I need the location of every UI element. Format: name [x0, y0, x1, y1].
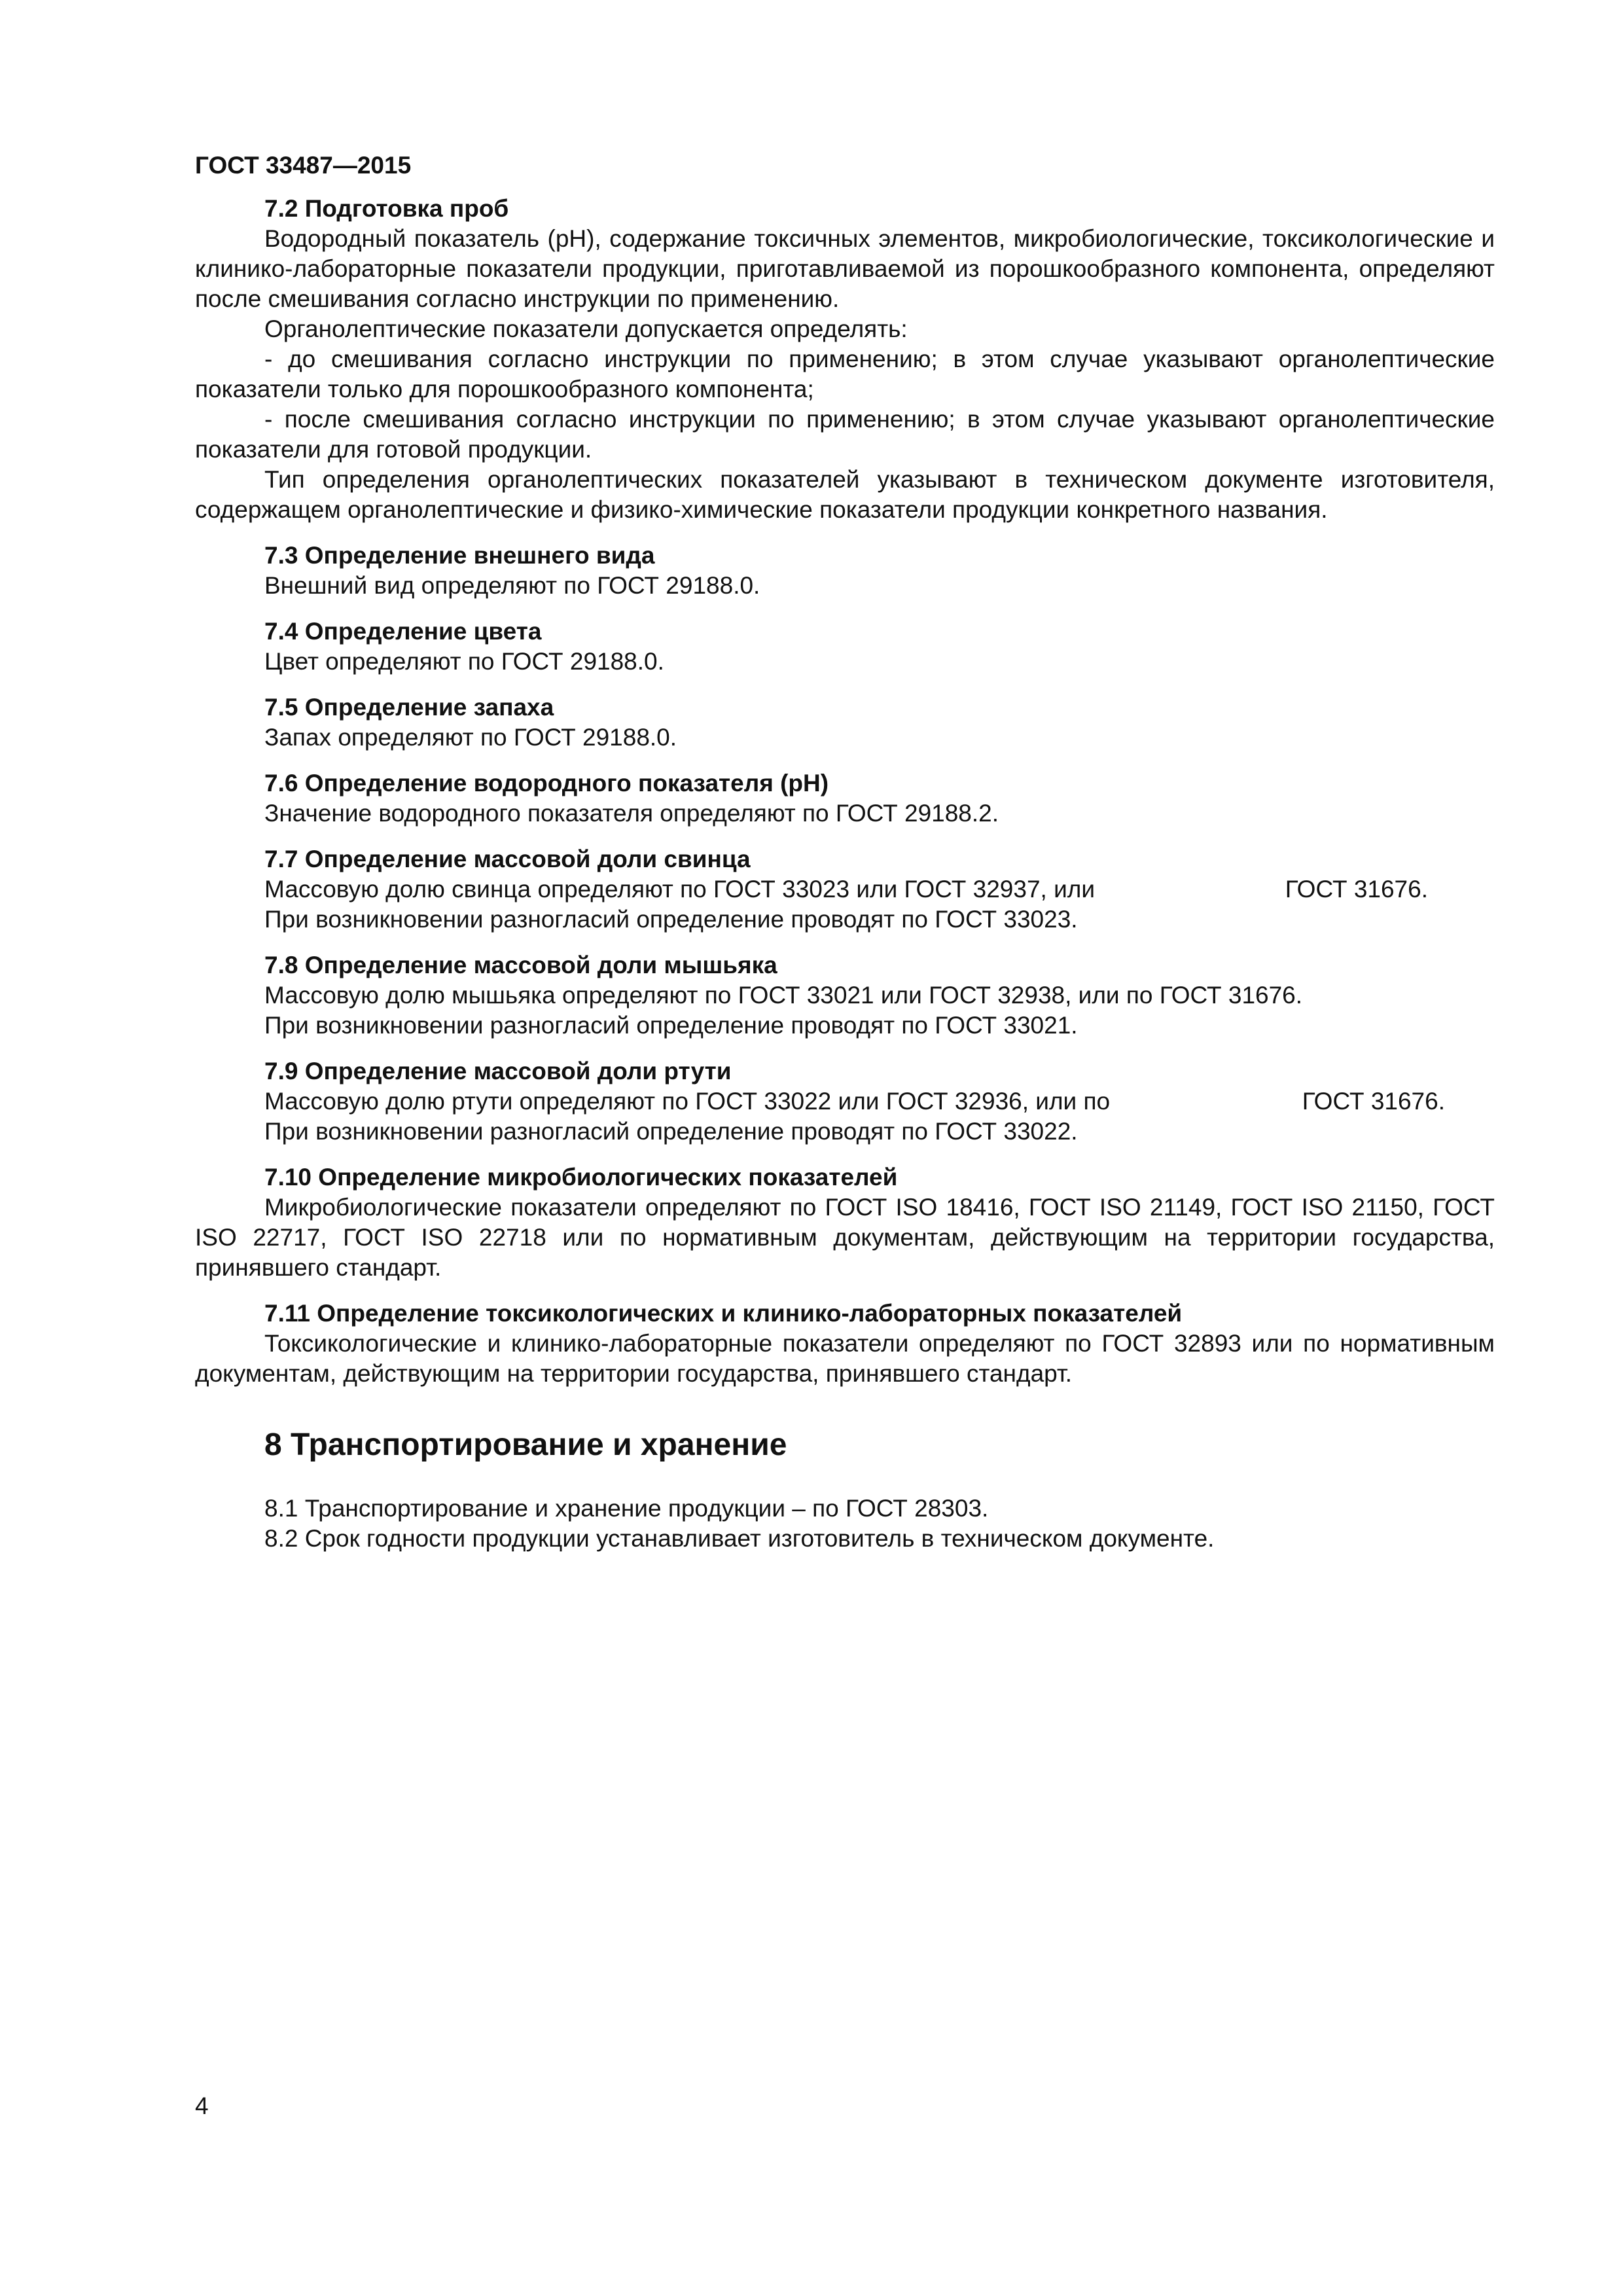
section-heading: 7.8 Определение массовой доли мышьяка — [264, 952, 777, 978]
section-heading: 7.11 Определение токсикологических и клинико-лабораторных показателей — [264, 1300, 1183, 1327]
paragraph: При возникновении разногласий определение проводят по ГОСТ 33023. — [264, 906, 1078, 933]
section-heading: 7.10 Определение микробиологических показателей — [264, 1164, 898, 1191]
section-7-8 — [195, 950, 1495, 1041]
paragraph: 8.1 Транспортирование и хранение продукции – по ГОСТ 28303. — [264, 1495, 989, 1522]
section-7-9 — [195, 1056, 1495, 1147]
tabbed-line — [195, 1086, 1495, 1117]
section-heading: 7.4 Определение цвета — [264, 618, 542, 645]
paragraph: Микробиологические показатели определяют по ГОСТ ISO 18416, ГОСТ ISO 21149, ГОСТ ISO 21150, ГОСТ ISO 22717, ГОСТ ISO 22718 или по нормативным документам, действующим на территории государства, принявшего стандарт. — [195, 1194, 1495, 1281]
paragraph: Значение водородного показателя определяют по ГОСТ 29188.2. — [264, 800, 999, 827]
list-item: - до смешивания согласно инструкции по применению; в этом случае указывают органолептические показатели только для порошкообразного компонента; — [195, 346, 1495, 403]
section-7-11 — [195, 1299, 1495, 1389]
paragraph: Запах определяют по ГОСТ 29188.0. — [264, 724, 677, 751]
section-7-3 — [195, 541, 1495, 601]
section-heading: 7.7 Определение массовой доли свинца — [264, 846, 751, 872]
section-heading: 7.3 Определение внешнего вида — [264, 542, 655, 569]
line-tail: ГОСТ 31676. — [1285, 876, 1428, 903]
paragraph: Массовую долю мышьяка определяют по ГОСТ 33021 или ГОСТ 32938, или по ГОСТ 31676. — [264, 982, 1303, 1009]
tabbed-line — [195, 874, 1495, 905]
line-text: Массовую долю свинца определяют по ГОСТ 33023 или ГОСТ 32937, или — [264, 876, 1096, 903]
section-7-4 — [195, 617, 1495, 677]
section-7-10 — [195, 1162, 1495, 1283]
section-heading: 7.5 Определение запаха — [264, 694, 554, 721]
line-text: Массовую долю ртути определяют по ГОСТ 33022 или ГОСТ 32936, или по — [264, 1088, 1111, 1115]
section-heading: 7.6 Определение водородного показателя (рН) — [264, 770, 829, 797]
paragraph: Водородный показатель (рН), содержание токсичных элементов, микробиологические, токсикологические и клинико-лабораторные показатели продукции, приготавливаемой из порошкообразного компонента, определяют после смешивания согласно инструкции по применению. — [195, 225, 1495, 312]
line-tail: ГОСТ 31676. — [1302, 1088, 1445, 1115]
list-item: - после смешивания согласно инструкции по применению; в этом случае указывают органолептические показатели для готовой продукции. — [195, 406, 1495, 463]
paragraph: 8.2 Срок годности продукции устанавливает изготовитель в техническом документе. — [264, 1525, 1215, 1552]
page-number: 4 — [195, 2092, 209, 2119]
paragraph: Цвет определяют по ГОСТ 29188.0. — [264, 648, 664, 675]
paragraph: Токсикологические и клинико-лабораторные показатели определяют по ГОСТ 32893 или по нормативным документам, действующим на территории государства, принявшего стандарт. — [195, 1330, 1495, 1387]
section-heading: 7.2 Подготовка проб — [264, 195, 509, 222]
paragraph: Тип определения органолептических показателей указывают в техническом документе изготовителя, содержащем органолептические и физико-химические показатели продукции конкретного названия. — [195, 466, 1495, 523]
document-page — [195, 151, 1495, 1554]
section-7-5 — [195, 692, 1495, 753]
section-heading: 7.9 Определение массовой доли ртути — [264, 1058, 732, 1085]
paragraph: Органолептические показатели допускается определять: — [264, 315, 908, 342]
section-7-6 — [195, 768, 1495, 829]
paragraph: При возникновении разногласий определение проводят по ГОСТ 33022. — [264, 1118, 1078, 1145]
section-8-title: 8 Транспортирование и хранение — [264, 1427, 787, 1462]
paragraph: При возникновении разногласий определение проводят по ГОСТ 33021. — [264, 1012, 1078, 1039]
section-7-7 — [195, 844, 1495, 935]
paragraph: Внешний вид определяют по ГОСТ 29188.0. — [264, 572, 760, 599]
document-code-header: ГОСТ 33487—2015 — [195, 152, 412, 179]
section-7-2 — [195, 194, 1495, 525]
section-8 — [195, 1494, 1495, 1554]
